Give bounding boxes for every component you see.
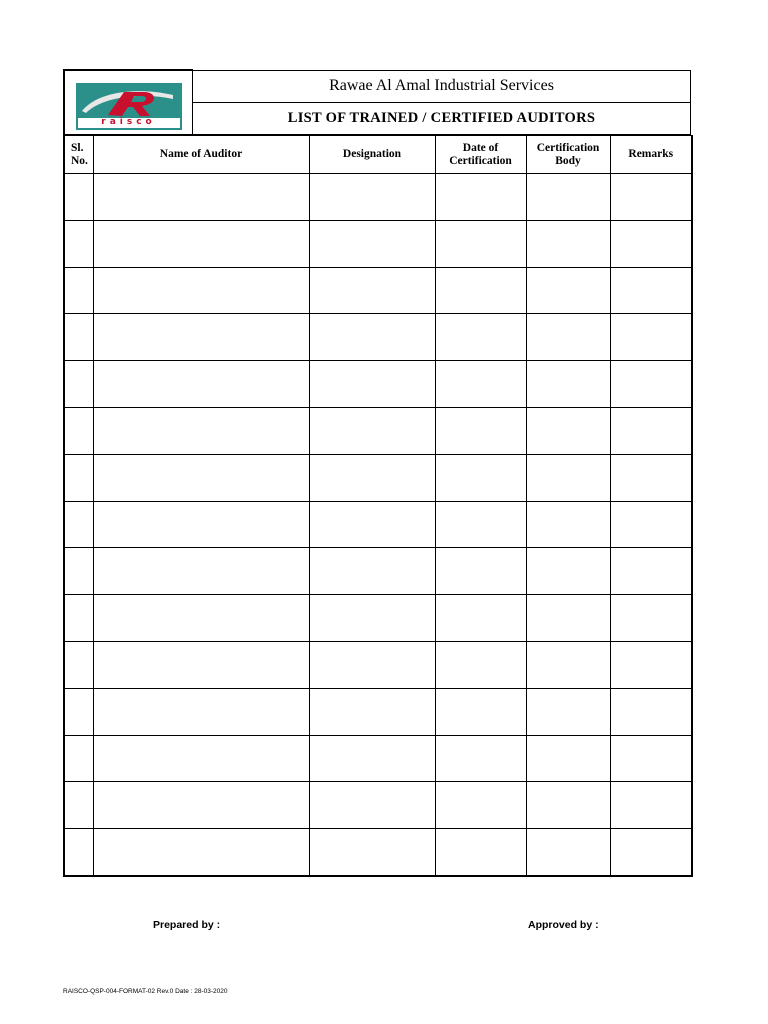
table-row <box>64 314 692 361</box>
sl-no-cell[interactable] <box>64 407 93 454</box>
name-cell[interactable] <box>93 829 309 876</box>
designation-cell[interactable] <box>309 595 435 642</box>
body-cell[interactable] <box>526 782 610 829</box>
sl-no-cell[interactable] <box>64 454 93 501</box>
body-cell[interactable] <box>526 361 610 408</box>
body-cell[interactable] <box>526 595 610 642</box>
remarks-cell[interactable] <box>610 595 692 642</box>
body-cell[interactable] <box>526 174 610 221</box>
designation-cell[interactable] <box>309 407 435 454</box>
document-title: LIST OF TRAINED / CERTIFIED AUDITORS <box>193 102 691 134</box>
name-cell[interactable] <box>93 407 309 454</box>
table-row <box>64 548 692 595</box>
header-table <box>63 69 691 135</box>
remarks-cell[interactable] <box>610 829 692 876</box>
table-row <box>64 407 692 454</box>
date-cell[interactable] <box>435 595 526 642</box>
table-body <box>64 174 692 876</box>
remarks-cell[interactable] <box>610 267 692 314</box>
body-cell[interactable] <box>526 314 610 361</box>
document-reference: RAISCO-QSP-004-FORMAT-02 Rev.0 Date : 28-03-2020 <box>63 988 228 995</box>
name-cell[interactable] <box>93 782 309 829</box>
remarks-cell[interactable] <box>610 454 692 501</box>
designation-cell[interactable] <box>309 735 435 782</box>
designation-cell[interactable] <box>309 174 435 221</box>
date-cell[interactable] <box>435 548 526 595</box>
date-cell[interactable] <box>435 782 526 829</box>
table-row <box>64 501 692 548</box>
date-cell[interactable] <box>435 314 526 361</box>
designation-cell[interactable] <box>309 267 435 314</box>
name-cell[interactable] <box>93 548 309 595</box>
body-cell[interactable] <box>526 220 610 267</box>
body-cell[interactable] <box>526 829 610 876</box>
table-row <box>64 688 692 735</box>
name-cell[interactable] <box>93 267 309 314</box>
sl-no-cell[interactable] <box>64 501 93 548</box>
table-row <box>64 174 692 221</box>
auditor-table <box>63 135 693 877</box>
name-cell[interactable] <box>93 688 309 735</box>
sl-no-cell[interactable] <box>64 688 93 735</box>
name-cell[interactable] <box>93 220 309 267</box>
table-row <box>64 735 692 782</box>
body-cell[interactable] <box>526 454 610 501</box>
remarks-cell[interactable] <box>610 501 692 548</box>
remarks-cell[interactable] <box>610 174 692 221</box>
table-row <box>64 220 692 267</box>
designation-cell[interactable] <box>309 829 435 876</box>
sl-no-cell[interactable] <box>64 782 93 829</box>
body-cell[interactable] <box>526 548 610 595</box>
remarks-cell[interactable] <box>610 220 692 267</box>
remarks-cell[interactable] <box>610 641 692 688</box>
column-header-body: Certification Body <box>526 136 610 174</box>
sl-no-cell[interactable] <box>64 641 93 688</box>
table-row <box>64 829 692 876</box>
sl-no-cell[interactable] <box>64 174 93 221</box>
designation-cell[interactable] <box>309 361 435 408</box>
column-header-remarks: Remarks <box>610 136 692 174</box>
remarks-cell[interactable] <box>610 361 692 408</box>
table-row <box>64 454 692 501</box>
table-row <box>64 641 692 688</box>
raisco-logo <box>76 83 182 130</box>
designation-cell[interactable] <box>309 501 435 548</box>
designation-cell[interactable] <box>309 641 435 688</box>
date-cell[interactable] <box>435 688 526 735</box>
name-cell[interactable] <box>93 501 309 548</box>
remarks-cell[interactable] <box>610 782 692 829</box>
name-cell[interactable] <box>93 361 309 408</box>
approved-by-label: Approved by : <box>528 919 599 931</box>
remarks-cell[interactable] <box>610 314 692 361</box>
sl-no-cell[interactable] <box>64 220 93 267</box>
date-cell[interactable] <box>435 501 526 548</box>
sl-no-cell[interactable] <box>64 361 93 408</box>
date-cell[interactable] <box>435 267 526 314</box>
designation-cell[interactable] <box>309 548 435 595</box>
sl-no-cell[interactable] <box>64 735 93 782</box>
date-cell[interactable] <box>435 174 526 221</box>
body-cell[interactable] <box>526 501 610 548</box>
company-name: Rawae Al Amal Industrial Services <box>193 70 691 102</box>
sl-no-cell[interactable] <box>64 314 93 361</box>
column-header-date: Date of Certification <box>435 136 526 174</box>
table-header-row <box>64 136 692 174</box>
prepared-by-label: Prepared by : <box>153 919 221 931</box>
sl-no-cell[interactable] <box>64 548 93 595</box>
designation-cell[interactable] <box>309 314 435 361</box>
remarks-cell[interactable] <box>610 407 692 454</box>
name-cell[interactable] <box>93 735 309 782</box>
body-cell[interactable] <box>526 688 610 735</box>
designation-cell[interactable] <box>309 220 435 267</box>
logo-swoosh-icon <box>78 85 180 118</box>
body-cell[interactable] <box>526 267 610 314</box>
name-cell[interactable] <box>93 454 309 501</box>
date-cell[interactable] <box>435 407 526 454</box>
designation-cell[interactable] <box>309 782 435 829</box>
logo-text: raisco <box>101 116 156 127</box>
table-row <box>64 267 692 314</box>
table-row <box>64 595 692 642</box>
logo-cell <box>64 70 193 135</box>
table-row <box>64 782 692 829</box>
body-cell[interactable] <box>526 407 610 454</box>
table-row <box>64 361 692 408</box>
date-cell[interactable] <box>435 641 526 688</box>
remarks-cell[interactable] <box>610 548 692 595</box>
date-cell[interactable] <box>435 361 526 408</box>
column-header-sl-no: Sl. No. <box>64 136 93 174</box>
designation-cell[interactable] <box>309 688 435 735</box>
date-cell[interactable] <box>435 829 526 876</box>
date-cell[interactable] <box>435 454 526 501</box>
sl-no-cell[interactable] <box>64 595 93 642</box>
date-cell[interactable] <box>435 220 526 267</box>
name-cell[interactable] <box>93 595 309 642</box>
remarks-cell[interactable] <box>610 735 692 782</box>
name-cell[interactable] <box>93 174 309 221</box>
sl-no-cell[interactable] <box>64 267 93 314</box>
designation-cell[interactable] <box>309 454 435 501</box>
column-header-name: Name of Auditor <box>93 136 309 174</box>
sl-no-cell[interactable] <box>64 829 93 876</box>
remarks-cell[interactable] <box>610 688 692 735</box>
column-header-designation: Designation <box>309 136 435 174</box>
body-cell[interactable] <box>526 735 610 782</box>
date-cell[interactable] <box>435 735 526 782</box>
form-sheet <box>63 69 691 877</box>
name-cell[interactable] <box>93 641 309 688</box>
name-cell[interactable] <box>93 314 309 361</box>
body-cell[interactable] <box>526 641 610 688</box>
